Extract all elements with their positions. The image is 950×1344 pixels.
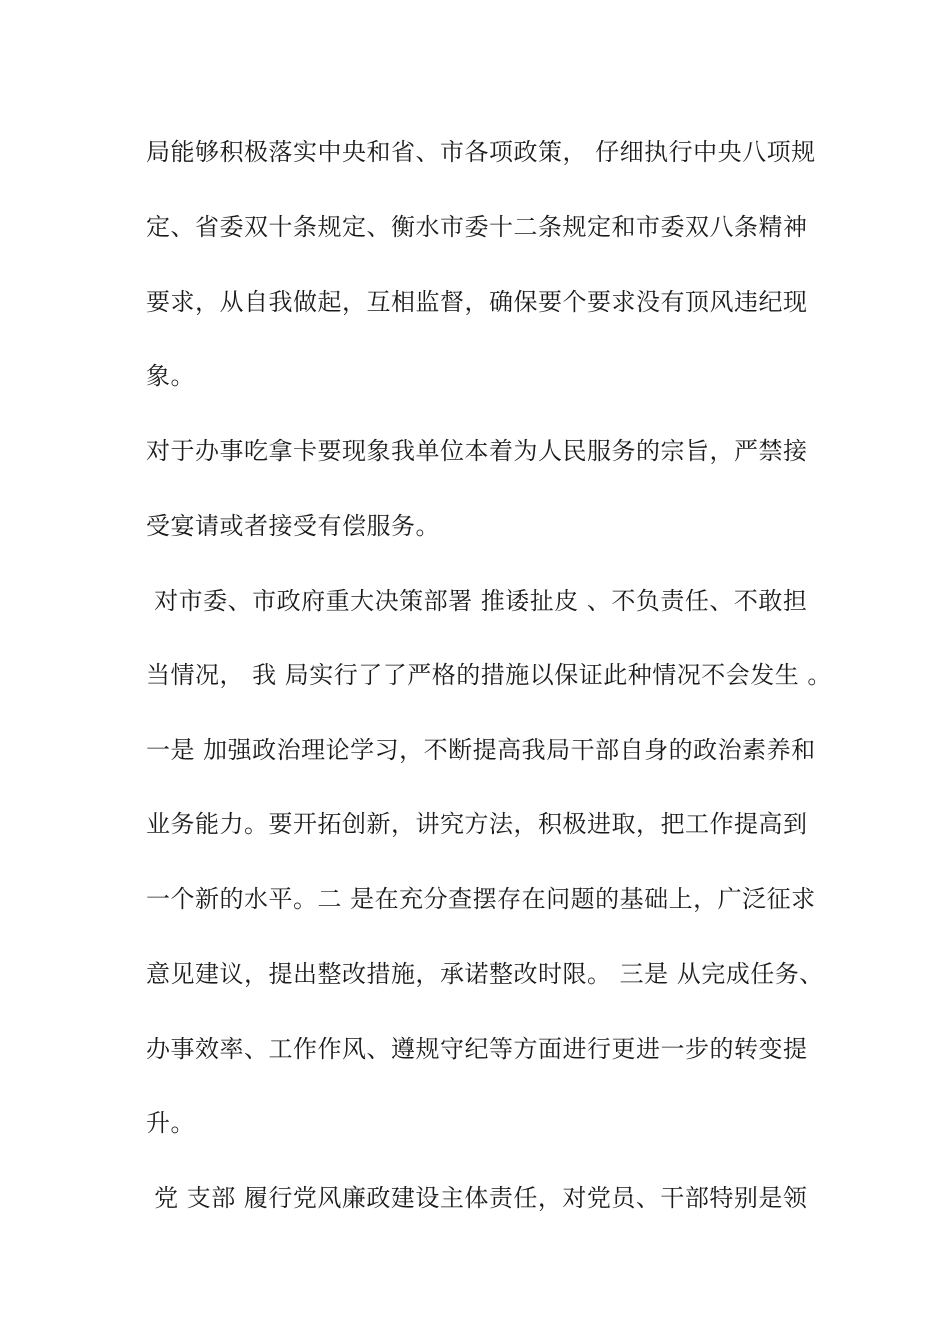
text-line: 对于办事吃拿卡要现象我单位本着为人民服务的宗旨，严禁接 [146,437,808,465]
text-line: 业务能力。要开拓创新，讲究方法，积极进取，把工作提高到 [146,810,808,838]
text-line: 一是 加强政治理论学习，不断提高我局干部自身的政治素养和 [146,736,816,764]
text-line: 象。 [146,362,195,390]
text-line: 当情况， 我 局实行了了严格的措施以保证此种情况不会发生 。 [146,661,832,689]
text-line: 党 支部 履行党风廉政建设主体责任，对党员、干部特别是领 [146,1184,808,1212]
text-line: 定、省委双十条规定、衡水市委十二条规定和市委双八条精神 [146,213,808,241]
text-line: 对市委、市政府重大决策部署 推诿扯皮 、不负责任、不敢担 [146,587,808,615]
text-line: 一个新的水平。二 是在充分查摆存在问题的基础上，广泛征求 [146,885,816,913]
text-line: 意见建议，提出整改措施，承诺整改时限。 三是 从完成任务、 [146,960,824,988]
text-line: 办事效率、工作作风、遵规守纪等方面进行更进一步的转变提 [146,1035,808,1063]
text-line: 升。 [146,1109,195,1137]
text-line: 要求，从自我做起，互相监督，确保要个要求没有顶风违纪现 [146,288,808,316]
text-line: 局能够积极落实中央和省、市各项政策， 仔细执行中央八项规 [146,138,816,166]
text-line: 受宴请或者接受有偿服务。 [146,512,440,540]
